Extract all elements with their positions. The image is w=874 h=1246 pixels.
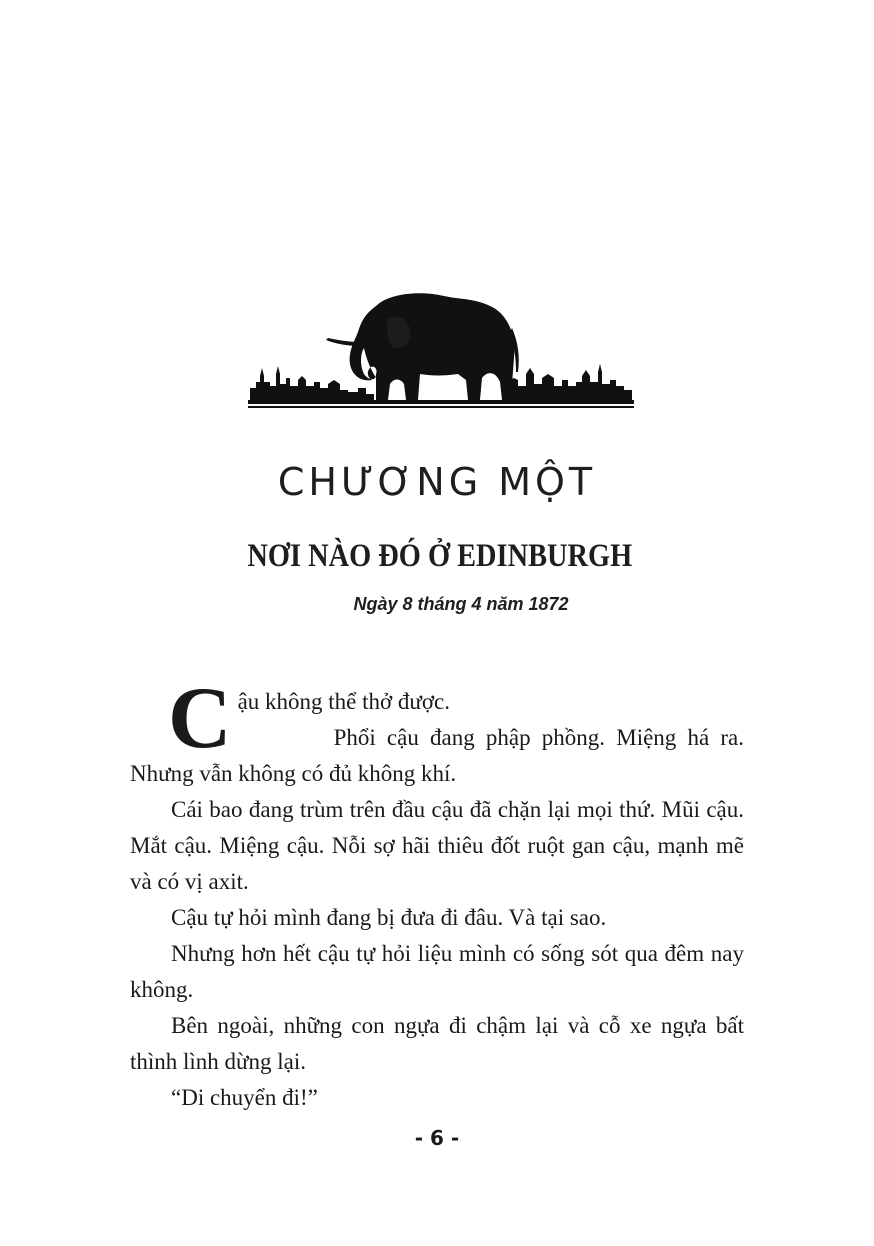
elephant-skyline-icon (248, 288, 634, 412)
page-number: - 6 - (414, 1126, 460, 1150)
paragraph: “Di chuyển đi!” (171, 1085, 318, 1110)
paragraph: Cái bao đang trùm trên đầu cậu đã chặn lại mọi thứ. Mũi cậu. Mắt cậu. Miệng cậu. Nỗi sợ hãi thiêu đốt ruột gan cậu, mạnh mẽ và có vị axit. (130, 797, 744, 894)
paragraph: Bên ngoài, những con ngựa đi chậm lại và cỗ xe ngựa bất thình lình dừng lại. (130, 1013, 744, 1074)
chapter-date: Ngày 8 tháng 4 năm 1872 (353, 594, 569, 614)
drop-cap: C (168, 670, 232, 767)
chapter-subtitle: NƠI NÀO ĐÓ Ở EDINBURGH (247, 538, 633, 574)
second-paragraph-text: Phổi cậu đang phập phồng. Miệng há ra. Nhưng vẫn không có đủ không khí. (130, 725, 744, 786)
chapter-title: CHƯƠNG MỘT (277, 460, 597, 504)
chapter-body (130, 670, 744, 1116)
paragraph: Nhưng hơn hết cậu tự hỏi liệu mình có sống sót qua đêm nay không. (130, 941, 744, 1002)
opening-line: ậu không thể thở được. (237, 689, 451, 714)
paragraph: Cậu tự hỏi mình đang bị đưa đi đâu. Và tại sao. (171, 905, 607, 930)
